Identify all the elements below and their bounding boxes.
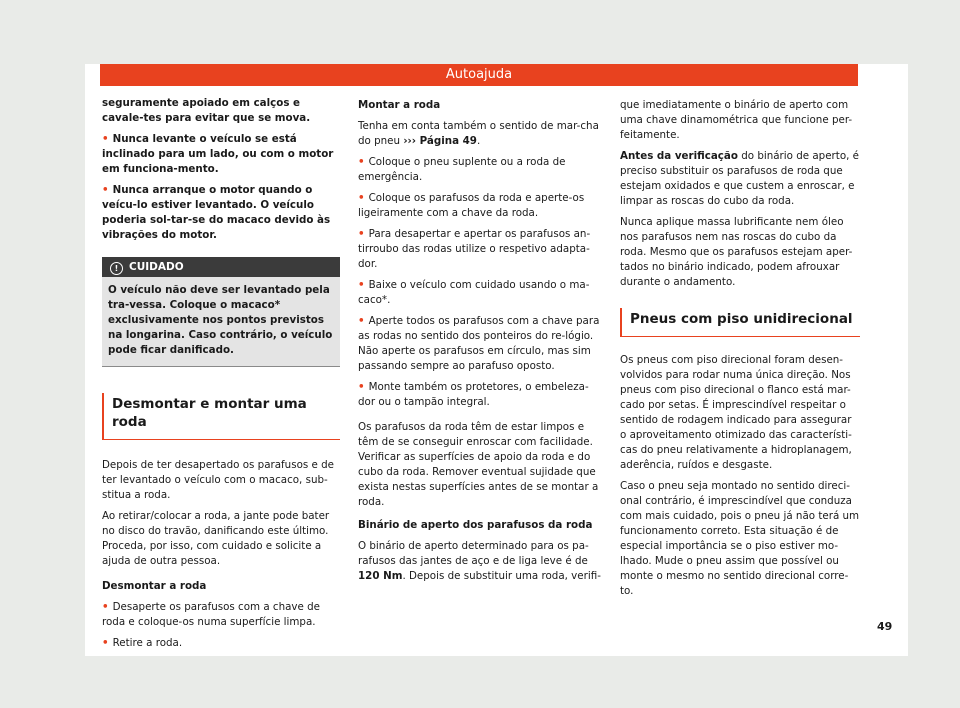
list-item: • Para desapertar e apertar os parafusos an-tirroubo das rodas utilize o respetivo adapta-dor. [358,227,602,272]
subheading: Montar a roda [358,99,441,111]
list-item: • Monte também os protetores, o embeleza-dor ou o tampão integral. [358,380,602,410]
list-item: • Desaperte os parafusos com a chave de roda e coloque-os numa superfície limpa. [102,600,340,630]
column-left [102,96,340,657]
page-header: Autoajuda [100,64,858,86]
bullet-icon [358,279,369,291]
intro-text: seguramente apoiado em calços e cavale-tes para evitar que se mova. [102,97,311,124]
bullet-icon [358,228,369,240]
torque-value: 120 Nm [358,570,403,582]
paragraph: Os pneus com piso direcional foram desen-volvidos para rodar numa única direção. Nos pneus com piso direcional o flanco está mar-cado por setas. É imprescindível respeitar o sentido de rodagem indicado para assegurar o aproveitamento otimizado das característi-cas do pneu relativamente a hidroplanagem, aderência, ruídos e desgaste. [620,354,852,471]
bullet-icon [102,601,113,613]
caution-header: ! CUIDADO [102,257,340,277]
section-title: Pneus com piso unidirecional [620,308,860,337]
column-right [620,98,860,605]
paragraph: Os parafusos da roda têm de estar limpos e têm de se conseguir enroscar com facilidade. Verificar as superfícies de apoio da roda e do cubo da roda. Remover eventual sujidade que exista nestas superfícies antes de se montar a roda. [358,421,599,508]
info-icon: ! [110,262,123,275]
paragraph: que imediatamente o binário de aperto com uma chave dinamométrica que funcione per-feitamente. [620,99,853,141]
bullet-icon [358,315,369,327]
list-item: • Nunca levante o veículo se está inclinado para um lado, ou com o motor em funciona-mento. [102,132,340,177]
paragraph: Nunca aplique massa lubrificante nem óleo nos parafusos nem nas roscas do cubo da roda. Mesmo que os parafusos estejam aper-tados no binário indicado, podem afrouxar durante o andamento. [620,216,853,288]
list-item: • Baixe o veículo com cuidado usando o ma-caco*. [358,278,602,308]
bullet-icon [358,192,369,204]
list-item: • Nunca arranque o motor quando o veícu-lo estiver levantado. O veículo poderia sol-tar-se do macaco devido às vibrações do motor. [102,183,340,243]
page-number: 49 [877,620,893,633]
bullet-icon [102,133,113,145]
list-item: • Retire a roda. [102,636,340,651]
list-item: • Coloque o pneu suplente ou a roda de emergência. [358,155,602,185]
bullet-icon [102,637,113,649]
section-title: Desmontar e montar uma roda [102,393,340,440]
paragraph: Caso o pneu seja montado no sentido direci-onal contrário, é imprescindível que conduza com mais cuidado, pois o pneu já não terá um funcionamento correto. Esta situação é de especial importância se o piso estiver mo-lhado. Mude o pneu assim que possível ou monte o mesmo no sentido direcional corre-to. [620,480,860,597]
bullet-icon [102,184,113,196]
caution-text: O veículo não deve ser levantado pela tra-vessa. Coloque o macaco* exclusivamente nos pontos previstos na longarina. Caso contrário, o veículo pode ficar danificado. [102,277,340,367]
column-middle [358,98,602,590]
list-item: • Aperte todos os parafusos com a chave para as rodas no sentido dos ponteiros do re-lógio. Não aperte os parafusos em círculo, mas sim passando sempre ao parafuso oposto. [358,314,602,374]
paragraph: O binário de aperto determinado para os pa-rafusos das jantes de aço e de liga leve é de 120 Nm. Depois de substituir uma roda, verifi- [358,540,601,582]
bullet-icon [358,381,369,393]
paragraph: Depois de ter desapertado os parafusos e de ter levantado o veículo com o macaco, sub-stitua a roda. [102,459,334,501]
page-reference-link[interactable]: ››› Página 49 [403,135,477,147]
bullet-icon [358,156,369,168]
subheading: Binário de aperto dos parafusos da roda [358,519,593,531]
paragraph: Tenha em conta também o sentido de mar-cha do pneu ››› Página 49. [358,120,599,147]
subheading: Desmontar a roda [102,580,207,592]
caution-box [102,257,340,367]
list-item: • Coloque os parafusos da roda e aperte-os ligeiramente com a chave da roda. [358,191,602,221]
paragraph: Ao retirar/colocar a roda, a jante pode bater no disco do travão, danificando este último. Proceda, por isso, com cuidado e solicite a ajuda de outra pessoa. [102,510,330,567]
paragraph: Antes da verificação do binário de aperto, é preciso substituir os parafusos de roda que estejam oxidados e que custem a enroscar, e limpar as roscas do cubo da roda. [620,150,859,207]
